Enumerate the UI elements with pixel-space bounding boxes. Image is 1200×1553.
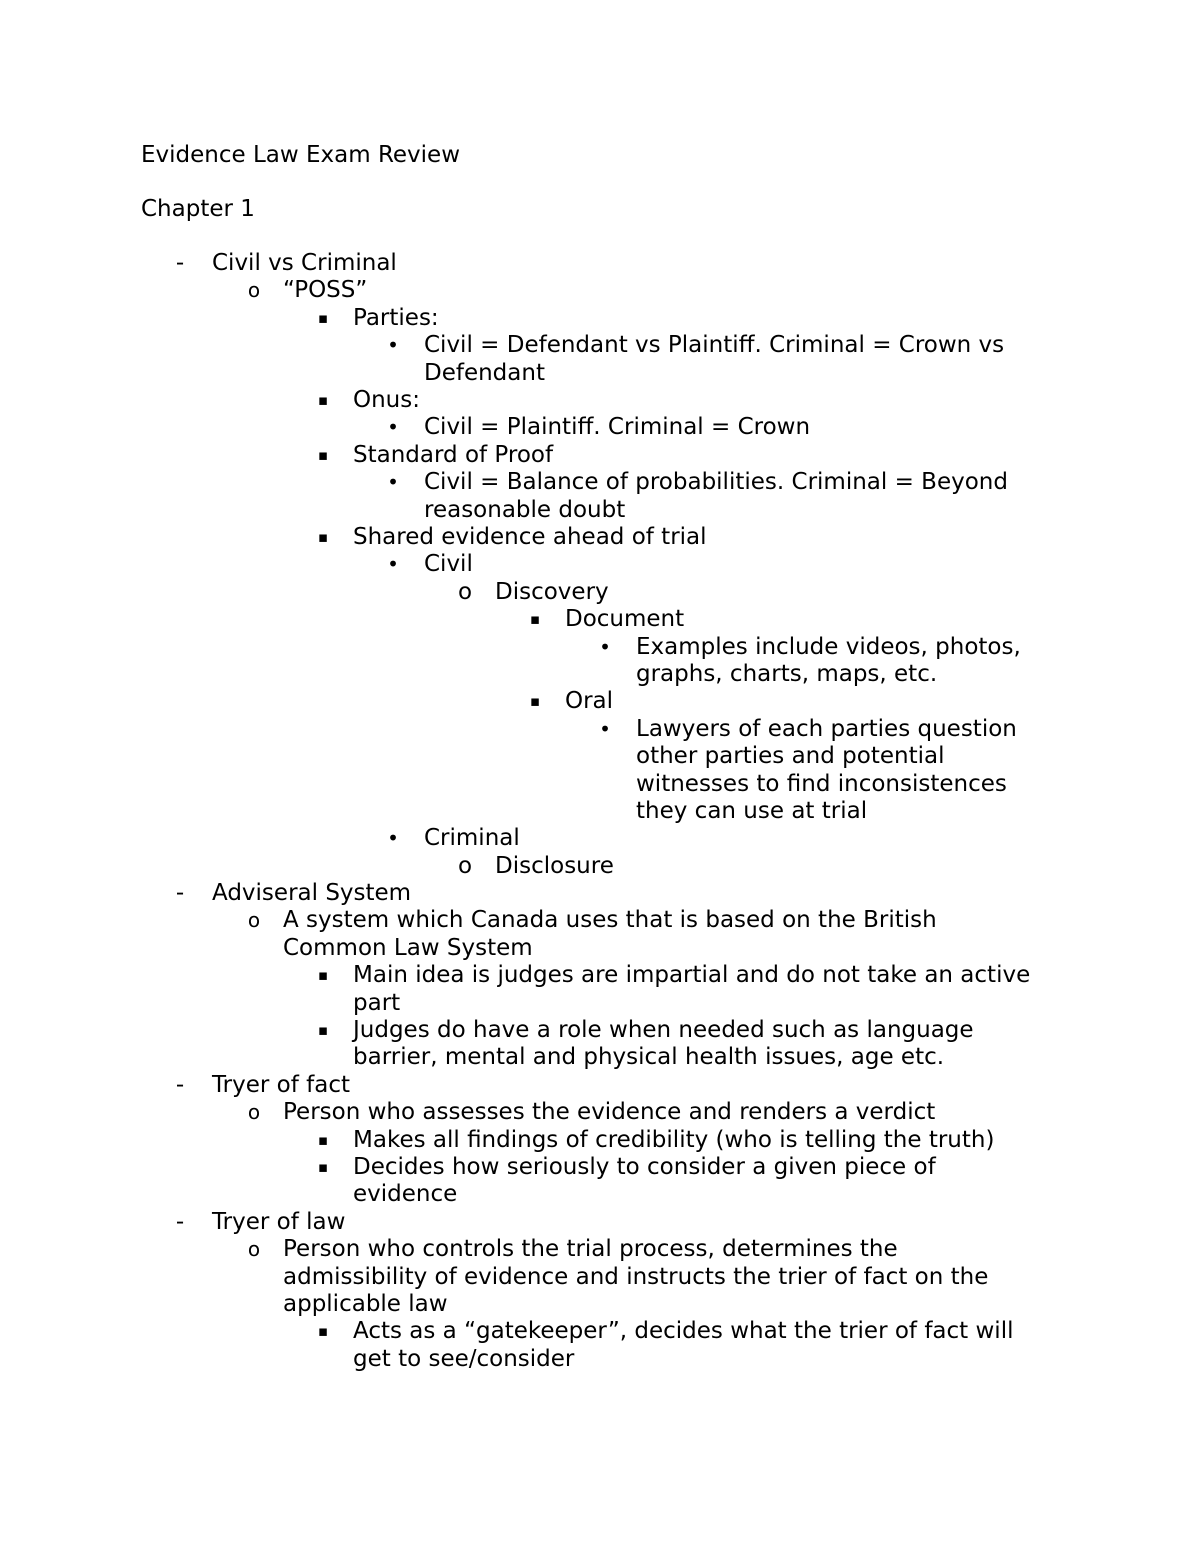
outline-text-line: applicable law [283, 1291, 448, 1318]
outline-item-level-5 [0, 579, 1200, 606]
outline-item-text [212, 880, 411, 907]
outline-item-text [636, 716, 1017, 826]
list-marker: o [457, 578, 473, 605]
outline-text-line: Civil vs Criminal [212, 250, 397, 276]
outline-text-line: Document [565, 606, 685, 633]
outline-item-level-3 [0, 524, 1200, 551]
outline-item-level-3 [0, 387, 1200, 414]
document-title: Evidence Law Exam Review [141, 142, 461, 168]
outline-item-text [424, 414, 810, 441]
outline-item-text [424, 332, 1004, 387]
outline-text-line: Adviseral System [212, 880, 412, 907]
outline-text-line: Common Law System [283, 934, 533, 961]
outline-item-text [283, 1236, 988, 1318]
outline-item-text [353, 387, 420, 414]
outline-item-level-4 [0, 332, 1200, 387]
outline-item-level-3 [0, 1017, 1200, 1072]
list-marker: ▪ [317, 1021, 329, 1040]
list-marker: - [175, 1071, 185, 1098]
outline-item-text [565, 688, 613, 715]
outline-item-text [495, 853, 614, 880]
outline-item-level-6 [0, 606, 1200, 633]
outline-item-level-4 [0, 825, 1200, 852]
outline-text-line: Makes all findings of credibility (who is telling the truth) [353, 1126, 995, 1153]
list-marker: ▪ [317, 390, 329, 409]
outline-text-line: Onus: [353, 386, 420, 413]
outline-item-text [353, 1127, 994, 1154]
outline-text-line: Examples include videos, photos, [636, 633, 1021, 660]
outline-text-line: “POSS” [283, 277, 368, 304]
list-marker: o [247, 1100, 261, 1125]
outline-item-text [353, 1154, 936, 1209]
chapter-heading: Chapter 1 [141, 196, 255, 222]
list-marker: ▪ [317, 445, 329, 464]
outline-text-line: get to see/consider [353, 1345, 575, 1372]
list-marker: ▪ [529, 610, 541, 629]
list-marker: o [247, 908, 261, 933]
list-marker: ▪ [317, 1130, 329, 1149]
list-marker: - [175, 880, 185, 907]
list-marker: • [387, 415, 399, 440]
outline-item-text [283, 1099, 935, 1126]
outline-text-line: Decides how seriously to consider a given piece of [353, 1154, 936, 1181]
outline-text-line: Civil = Plaintiff. Criminal = Crown [424, 414, 811, 441]
outline-item-level-7 [0, 716, 1200, 826]
outline-list [0, 250, 1200, 1373]
outline-text-line: they can use at trial [636, 797, 868, 824]
outline-item-level-2 [0, 1236, 1200, 1318]
outline-item-text [283, 907, 937, 962]
list-marker: • [387, 470, 399, 495]
list-marker: ▪ [317, 1322, 329, 1341]
outline-item-level-3 [0, 1154, 1200, 1209]
outline-item-text [283, 277, 367, 304]
outline-item-text [636, 634, 1021, 689]
outline-text-line: part [353, 989, 401, 1016]
outline-item-text [353, 962, 1030, 1017]
list-marker: • [387, 826, 399, 851]
outline-item-text [353, 305, 439, 332]
outline-text-line: Criminal [424, 825, 520, 852]
outline-item-level-1 [0, 1209, 1200, 1236]
outline-item-text [424, 551, 473, 578]
outline-text-line: Lawyers of each parties question [636, 715, 1017, 742]
outline-item-level-1 [0, 250, 1200, 277]
outline-item-level-2 [0, 277, 1200, 304]
list-marker: ▪ [317, 966, 329, 985]
outline-text-line: Judges do have a role when needed such as language [353, 1017, 974, 1044]
outline-text-line: barrier, mental and physical health issues, age etc. [353, 1044, 945, 1071]
list-marker: o [247, 1237, 261, 1262]
outline-item-level-3 [0, 962, 1200, 1017]
outline-text-line: Civil = Balance of probabilities. Criminal = Beyond [424, 469, 1008, 496]
outline-text-line: evidence [353, 1181, 458, 1208]
outline-text-line: graphs, charts, maps, etc. [636, 660, 938, 687]
outline-text-line: Parties: [353, 304, 439, 331]
outline-item-text [353, 1318, 1013, 1373]
outline-text-line: Oral [565, 688, 614, 715]
outline-item-level-5 [0, 853, 1200, 880]
outline-item-text [353, 524, 707, 551]
outline-text-line: Disclosure [495, 852, 614, 879]
outline-item-level-4 [0, 551, 1200, 578]
outline-text-line: Tryer of law [212, 1208, 346, 1235]
outline-item-level-1 [0, 1072, 1200, 1099]
outline-text-line: Civil [424, 551, 473, 578]
outline-text-line: Person who controls the trial process, determines the [283, 1236, 898, 1263]
outline-text-line: reasonable doubt [424, 496, 626, 523]
list-marker: ▪ [317, 308, 329, 327]
outline-item-text [212, 250, 397, 277]
outline-text-line: Defendant [424, 359, 545, 386]
outline-item-level-4 [0, 469, 1200, 524]
outline-item-level-3 [0, 305, 1200, 332]
list-marker: o [457, 852, 473, 879]
outline-item-text [212, 1072, 350, 1099]
outline-item-level-3 [0, 1127, 1200, 1154]
outline-text-line: Shared evidence ahead of trial [353, 523, 707, 550]
list-marker: - [175, 250, 185, 276]
outline-item-text [424, 825, 520, 852]
outline-item-text [353, 1017, 974, 1072]
list-marker: • [387, 333, 399, 358]
outline-text-line: Person who assesses the evidence and renders a verdict [283, 1099, 936, 1126]
list-marker: ▪ [529, 692, 541, 711]
outline-text-line: witnesses to find inconsistences [636, 770, 1007, 797]
list-marker: - [175, 1208, 185, 1235]
list-marker: ▪ [317, 1158, 329, 1177]
outline-text-line: Civil = Defendant vs Plaintiff. Criminal = Crown vs [424, 332, 1005, 359]
outline-item-level-1 [0, 880, 1200, 907]
outline-text-line: Tryer of fact [212, 1071, 350, 1098]
list-marker: • [599, 716, 611, 741]
list-marker: • [387, 552, 399, 577]
outline-item-text [565, 606, 684, 633]
outline-text-line: other parties and potential [636, 743, 945, 770]
outline-text-line: admissibility of evidence and instructs the trier of fact on the [283, 1263, 989, 1290]
outline-item-level-7 [0, 634, 1200, 689]
outline-item-level-6 [0, 688, 1200, 715]
outline-item-text [353, 442, 553, 469]
outline-text-line: Acts as a “gatekeeper”, decides what the trier of fact will [353, 1318, 1014, 1345]
outline-item-text [212, 1209, 345, 1236]
list-marker: ▪ [317, 527, 329, 546]
outline-item-level-2 [0, 1099, 1200, 1126]
outline-item-text [495, 579, 609, 606]
outline-text-line: A system which Canada uses that is based on the British [283, 907, 937, 934]
outline-item-level-2 [0, 907, 1200, 962]
outline-item-level-4 [0, 414, 1200, 441]
list-marker: • [599, 634, 611, 659]
outline-item-text [424, 469, 1008, 524]
outline-item-level-3 [0, 442, 1200, 469]
outline-text-line: Discovery [495, 578, 609, 605]
outline-text-line: Main idea is judges are impartial and do not take an active [353, 962, 1031, 989]
list-marker: o [247, 278, 261, 303]
outline-item-level-3 [0, 1318, 1200, 1373]
outline-text-line: Standard of Proof [353, 441, 554, 468]
